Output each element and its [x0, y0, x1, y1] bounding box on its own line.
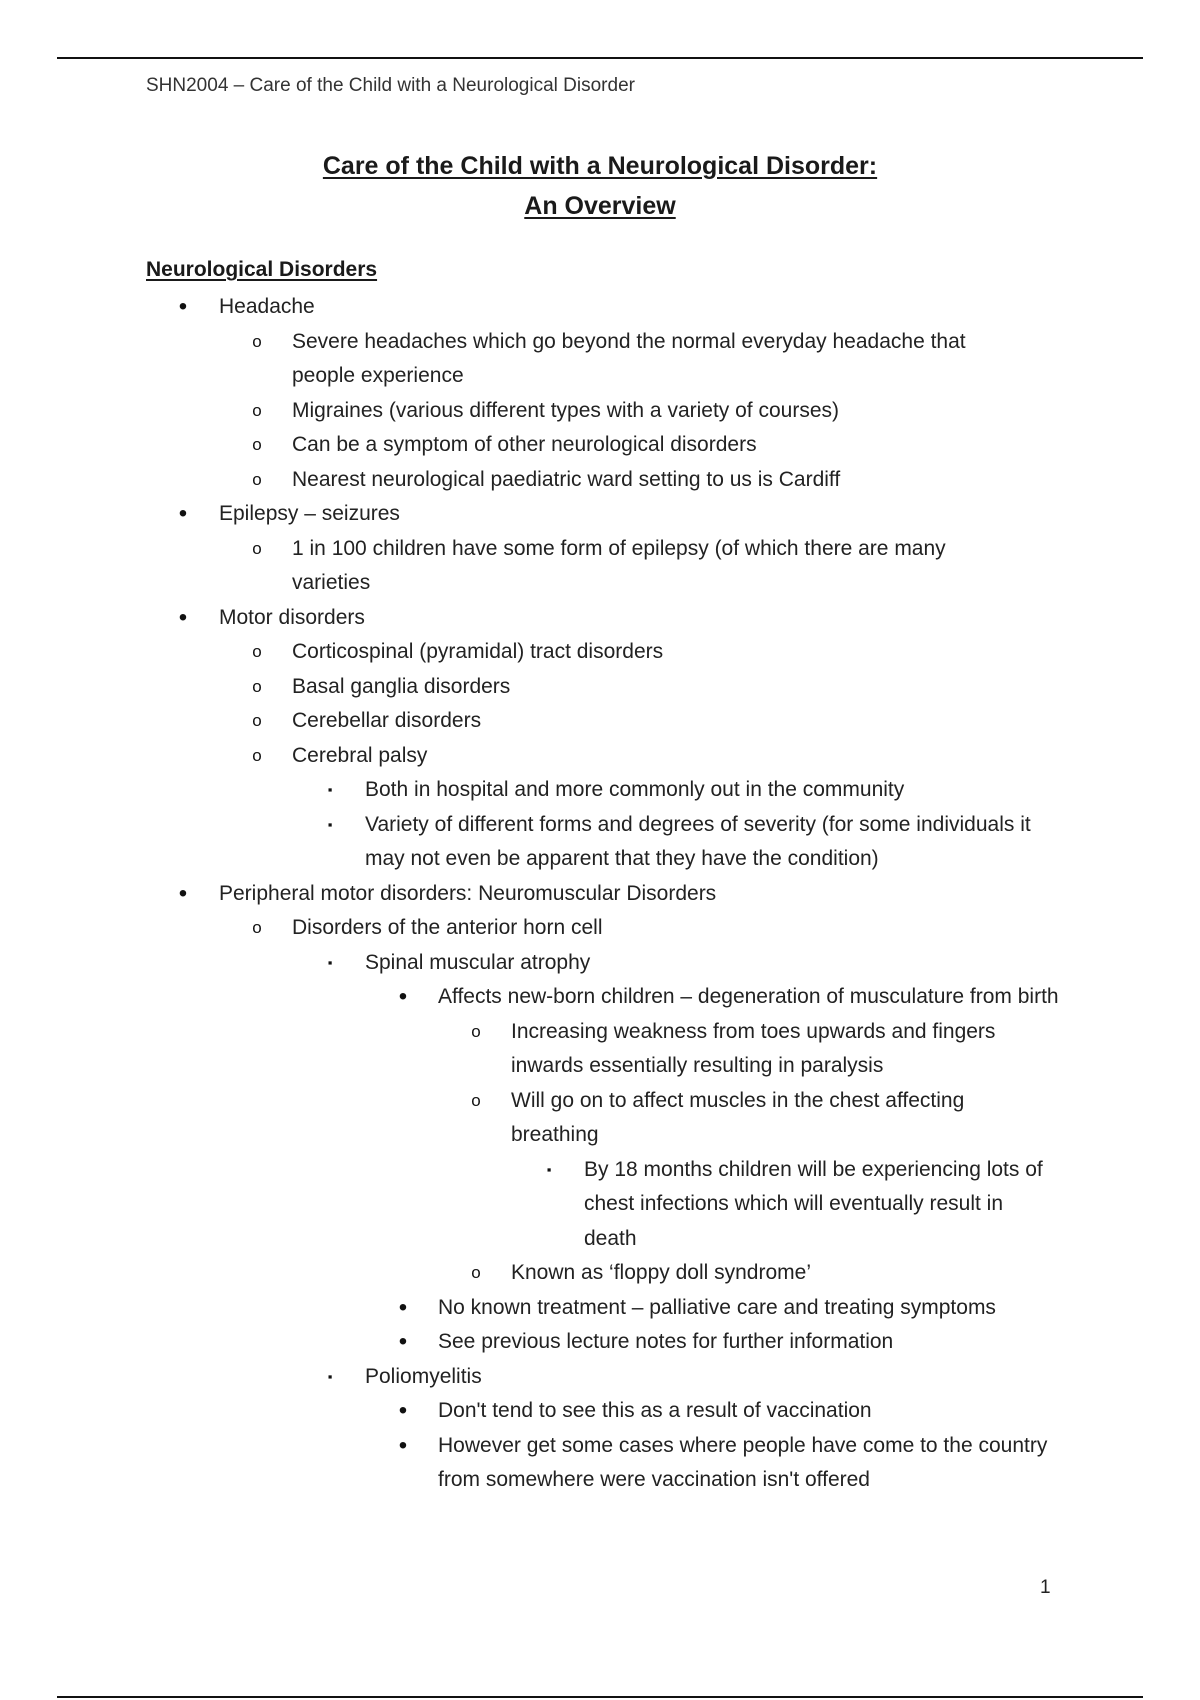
list-item-text: Migraines (various different types with a variety of courses)	[292, 398, 840, 422]
list-item	[0, 1429, 1200, 1498]
list-item-text: Affects new-born children – degeneration of musculature from birth	[438, 985, 1059, 1008]
square-bullet-icon: ▪	[327, 1368, 333, 1384]
list-item-text: Disorders of the anterior horn cell	[292, 916, 603, 939]
list-item	[0, 1015, 1200, 1084]
list-item-text: Severe headaches which go beyond the normal everyday headache that people experience	[292, 329, 966, 387]
list-item	[0, 497, 1200, 532]
disc-bullet-icon: •	[178, 879, 188, 907]
page-number: 1	[1040, 1577, 1051, 1598]
circle-bullet-icon: o	[252, 400, 262, 420]
list-item-text: Cerebral palsy	[292, 743, 428, 767]
list-item	[0, 739, 1200, 774]
header-rule	[57, 57, 1143, 59]
list-item-text: Epilepsy – seizures	[219, 502, 400, 525]
list-item	[0, 635, 1200, 670]
list-item-text: Peripheral motor disorders: Neuromuscular Disorders	[219, 881, 717, 905]
list-item-text: Variety of different forms and degrees of severity (for some individuals it may not even be apparent that they have the condition)	[365, 812, 1031, 870]
list-item-text: Poliomyelitis	[365, 1364, 482, 1388]
list-item-text: Motor disorders	[219, 605, 365, 629]
disc-bullet-icon: •	[398, 1431, 408, 1459]
circle-bullet-icon: o	[252, 745, 262, 765]
disc-bullet-icon: •	[178, 293, 188, 320]
list-item	[0, 325, 1200, 394]
list-item-text: Nearest neurological paediatric ward setting to us is Cardiff	[292, 467, 841, 491]
circle-bullet-icon: o	[252, 435, 262, 454]
list-item	[0, 877, 1200, 912]
list-item	[0, 773, 1200, 808]
list-item-text: Both in hospital and more commonly out in the community	[365, 778, 905, 801]
list-item	[0, 1360, 1200, 1395]
square-bullet-icon: ▪	[327, 954, 333, 970]
list-item	[0, 532, 1200, 601]
title-line-2: An Overview	[524, 192, 676, 220]
list-item	[0, 601, 1200, 636]
circle-bullet-icon: o	[252, 469, 262, 489]
disc-bullet-icon: •	[398, 1397, 408, 1424]
list-item	[0, 670, 1200, 705]
list-item-text: Corticospinal (pyramidal) tract disorders	[292, 640, 664, 663]
list-item-text: See previous lecture notes for further information	[438, 1330, 894, 1353]
document-title	[0, 146, 1200, 226]
list-item-text: Known as ‘floppy doll syndrome’	[511, 1261, 811, 1284]
circle-bullet-icon: o	[252, 538, 262, 558]
disc-bullet-icon: •	[178, 500, 188, 527]
list-item	[0, 463, 1200, 498]
list-item	[0, 911, 1200, 946]
circle-bullet-icon: o	[252, 711, 262, 730]
square-bullet-icon: ▪	[546, 1161, 552, 1177]
list-item	[0, 1394, 1200, 1429]
circle-bullet-icon: o	[252, 918, 262, 937]
footer-rule	[57, 1696, 1143, 1698]
list-item	[0, 980, 1200, 1015]
circle-bullet-icon: o	[252, 676, 262, 696]
list-item	[0, 1325, 1200, 1360]
list-item-text: 1 in 100 children have some form of epilepsy (of which there are many varieties	[292, 536, 946, 594]
disc-bullet-icon: •	[178, 603, 188, 631]
list-item-text: Will go on to affect muscles in the chest affecting breathing	[511, 1088, 965, 1146]
list-item	[0, 946, 1200, 981]
square-bullet-icon: ▪	[327, 782, 333, 797]
list-item	[0, 808, 1200, 877]
circle-bullet-icon: o	[471, 1021, 481, 1041]
disc-bullet-icon: •	[398, 983, 408, 1010]
list-item	[0, 1084, 1200, 1153]
circle-bullet-icon: o	[252, 642, 262, 661]
list-item	[0, 704, 1200, 739]
list-item	[0, 1291, 1200, 1326]
bullet-list	[0, 290, 1200, 1498]
list-item-text: Increasing weakness from toes upwards and fingers inwards essentially resulting in paralysis	[511, 1019, 996, 1077]
list-item	[0, 394, 1200, 429]
disc-bullet-icon: •	[398, 1293, 408, 1321]
square-bullet-icon: ▪	[327, 816, 333, 832]
list-item	[0, 428, 1200, 463]
list-item	[0, 290, 1200, 325]
list-item-text: By 18 months children will be experiencing lots of chest infections which will eventually result in death	[584, 1157, 1043, 1250]
list-item-text: No known treatment – palliative care and treating symptoms	[438, 1295, 996, 1319]
list-item	[0, 1153, 1200, 1257]
list-item-text: Spinal muscular atrophy	[365, 950, 591, 974]
circle-bullet-icon: o	[471, 1090, 481, 1110]
list-item-text: However get some cases where people have come to the country from somewhere were vaccination isn't offered	[438, 1433, 1048, 1491]
disc-bullet-icon: •	[398, 1328, 408, 1355]
running-header: SHN2004 – Care of the Child with a Neurological Disorder	[146, 75, 635, 96]
circle-bullet-icon: o	[471, 1263, 481, 1282]
list-item-text: Don't tend to see this as a result of vaccination	[438, 1399, 872, 1422]
list-item-text: Basal ganglia disorders	[292, 674, 511, 698]
list-item-text: Headache	[219, 295, 315, 318]
title-line-1: Care of the Child with a Neurological Disorder:	[322, 152, 878, 180]
list-item-text: Can be a symptom of other neurological disorders	[292, 433, 757, 456]
circle-bullet-icon: o	[252, 331, 262, 351]
section-heading: Neurological Disorders	[146, 258, 378, 281]
list-item	[0, 1256, 1200, 1291]
list-item-text: Cerebellar disorders	[292, 709, 482, 732]
